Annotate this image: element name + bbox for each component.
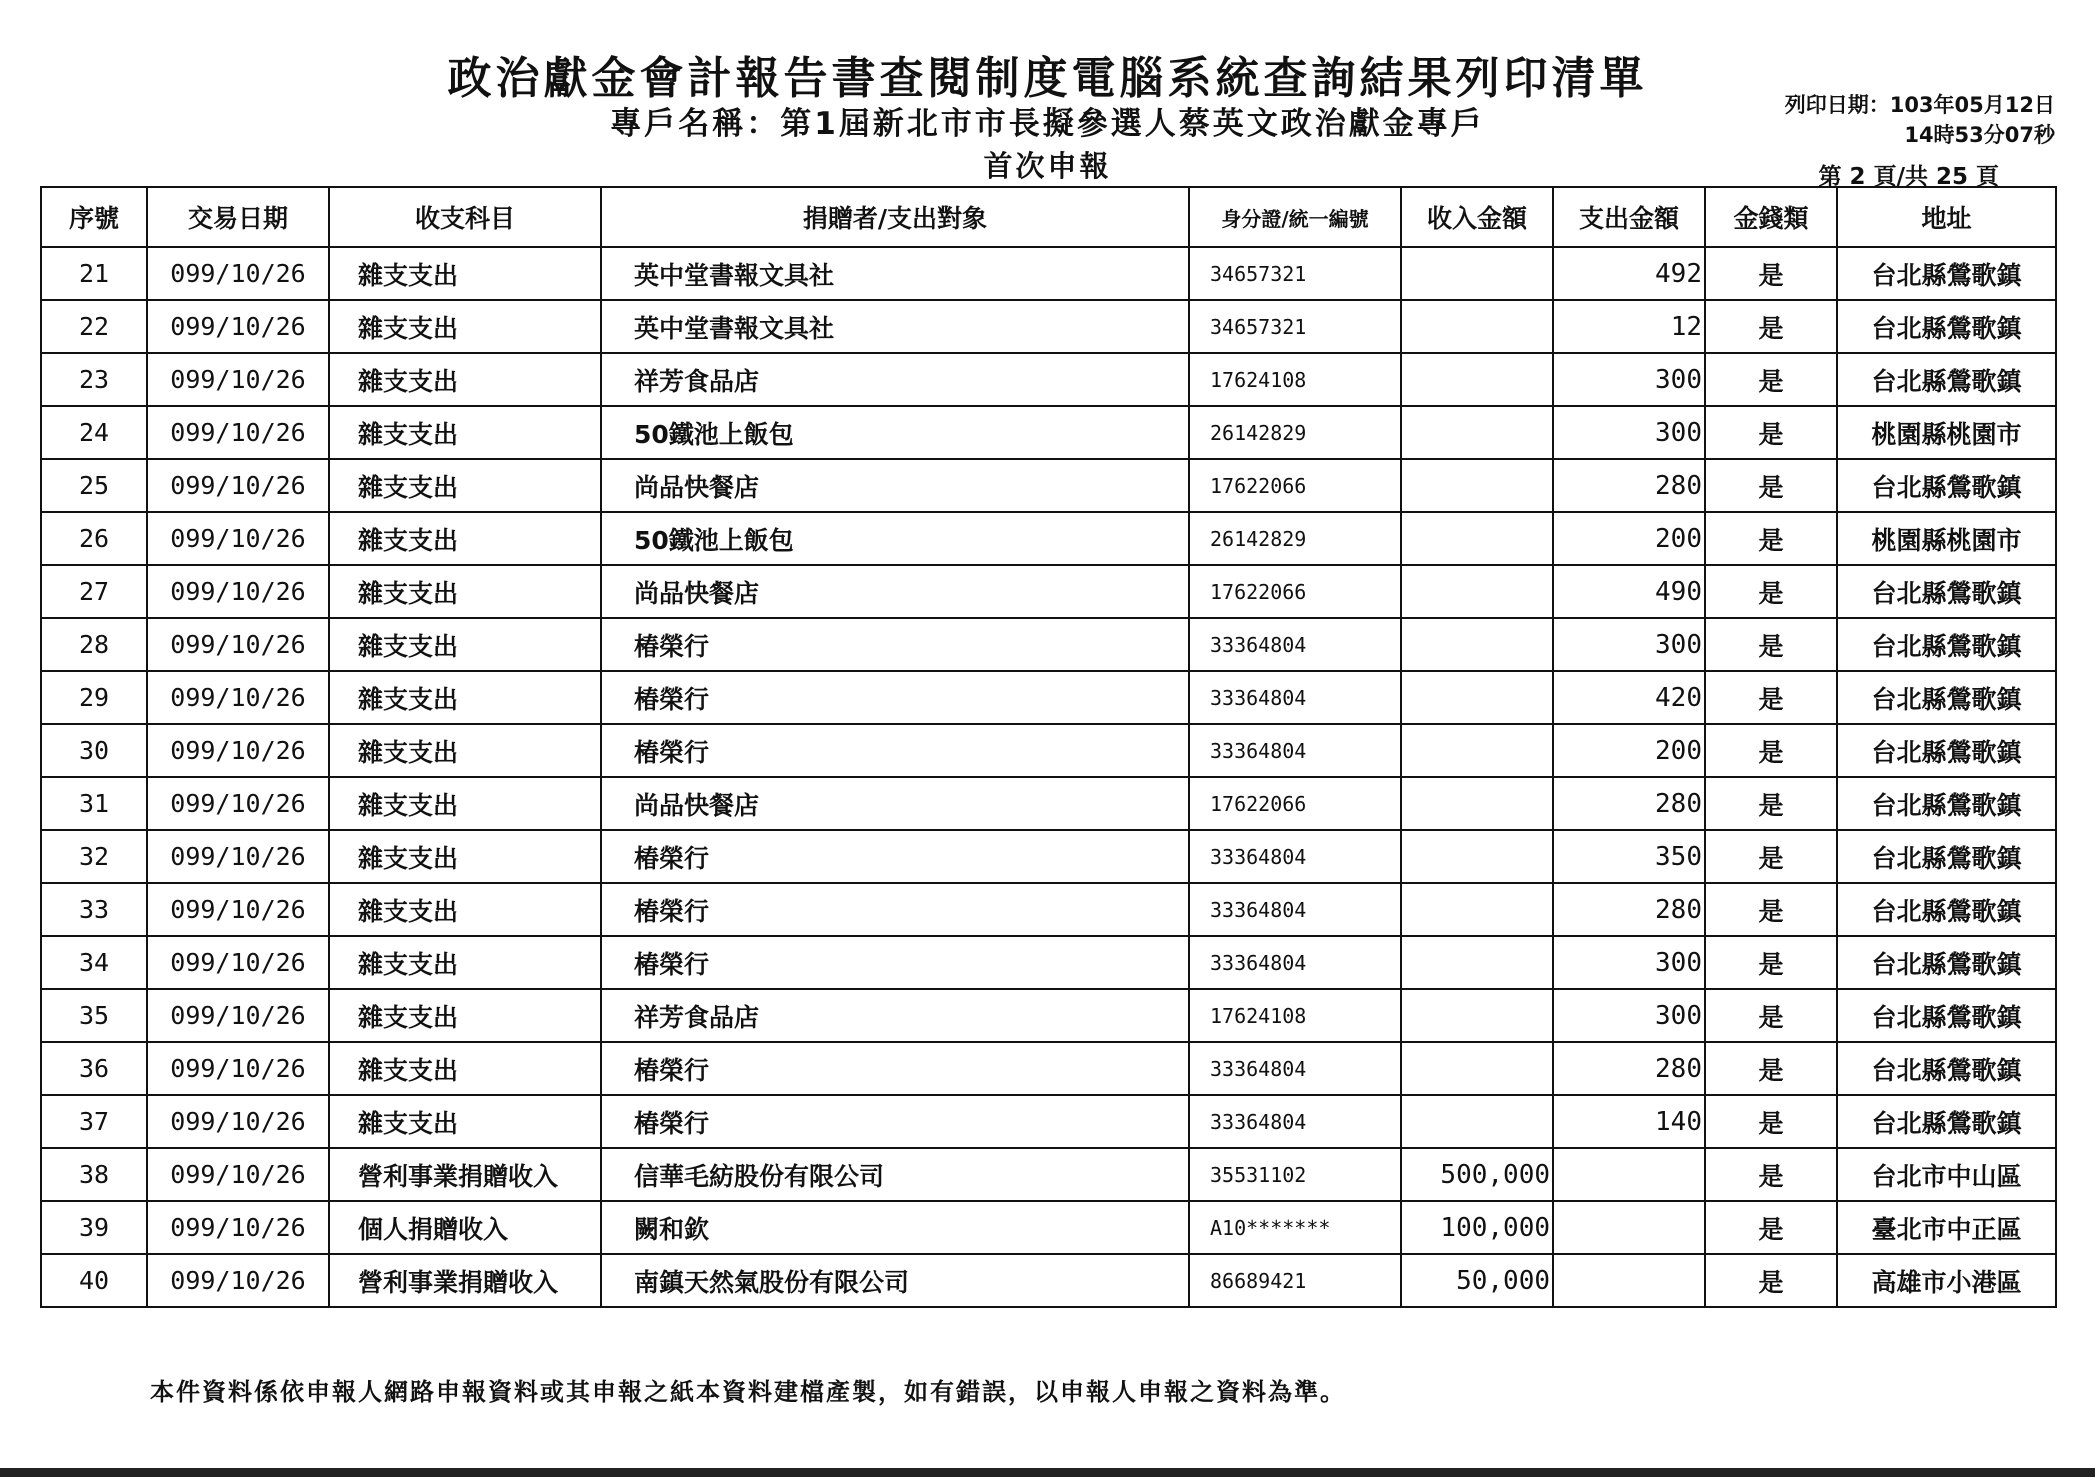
cell-date: 099/10/26 — [147, 1254, 329, 1307]
cell-date: 099/10/26 — [147, 406, 329, 459]
cell-income — [1401, 1095, 1553, 1148]
table-row — [41, 777, 2056, 830]
cell-income — [1401, 1042, 1553, 1095]
cell-id-number: 33364804 — [1189, 724, 1401, 777]
col-header-expense: 支出金額 — [1553, 187, 1705, 247]
cell-income — [1401, 247, 1553, 300]
cell-id-number: 17622066 — [1189, 777, 1401, 830]
cell-seq: 29 — [41, 671, 147, 724]
cell-income — [1401, 512, 1553, 565]
table-row — [41, 353, 2056, 406]
cell-address: 臺北市中正區 — [1837, 1201, 2056, 1254]
cell-category: 個人捐贈收入 — [329, 1201, 601, 1254]
cell-cash-flag: 是 — [1705, 353, 1837, 406]
cell-cash-flag: 是 — [1705, 300, 1837, 353]
cell-seq: 24 — [41, 406, 147, 459]
cell-income — [1401, 565, 1553, 618]
cell-id-number: 33364804 — [1189, 618, 1401, 671]
print-date-line2: 14時53分07秒 — [1904, 123, 2055, 147]
table-row — [41, 1095, 2056, 1148]
cell-cash-flag: 是 — [1705, 406, 1837, 459]
cell-expense: 300 — [1553, 989, 1705, 1042]
table-row — [41, 671, 2056, 724]
cell-seq: 31 — [41, 777, 147, 830]
cell-id-number: 26142829 — [1189, 512, 1401, 565]
cell-expense: 350 — [1553, 830, 1705, 883]
cell-seq: 37 — [41, 1095, 147, 1148]
cell-address: 台北縣鶯歌鎮 — [1837, 724, 2056, 777]
table-row — [41, 724, 2056, 777]
cell-cash-flag: 是 — [1705, 671, 1837, 724]
cell-donor: 椿榮行 — [601, 724, 1189, 777]
cell-expense: 420 — [1553, 671, 1705, 724]
cell-category: 雜支支出 — [329, 565, 601, 618]
cell-date: 099/10/26 — [147, 512, 329, 565]
cell-address: 高雄市小港區 — [1837, 1254, 2056, 1307]
cell-id-number: 33364804 — [1189, 671, 1401, 724]
cell-address: 台北縣鶯歌鎮 — [1837, 936, 2056, 989]
cell-category: 雜支支出 — [329, 883, 601, 936]
col-header-income: 收入金額 — [1401, 187, 1553, 247]
col-header-date: 交易日期 — [147, 187, 329, 247]
cell-category: 雜支支出 — [329, 512, 601, 565]
cell-id-number: 17624108 — [1189, 989, 1401, 1042]
cell-donor: 尚品快餐店 — [601, 459, 1189, 512]
col-header-id: 身分證/統一編號 — [1189, 187, 1401, 247]
cell-date: 099/10/26 — [147, 883, 329, 936]
cell-income — [1401, 989, 1553, 1042]
cell-category: 營利事業捐贈收入 — [329, 1254, 601, 1307]
cell-donor: 椿榮行 — [601, 883, 1189, 936]
cell-date: 099/10/26 — [147, 777, 329, 830]
cell-address: 台北縣鶯歌鎮 — [1837, 618, 2056, 671]
cell-date: 099/10/26 — [147, 671, 329, 724]
cell-id-number: A10******* — [1189, 1201, 1401, 1254]
cell-address: 台北縣鶯歌鎮 — [1837, 989, 2056, 1042]
cell-address: 桃園縣桃園市 — [1837, 406, 2056, 459]
cell-donor: 信華毛紡股份有限公司 — [601, 1148, 1189, 1201]
cell-seq: 35 — [41, 989, 147, 1042]
cell-category: 雜支支出 — [329, 353, 601, 406]
cell-income — [1401, 353, 1553, 406]
cell-id-number: 34657321 — [1189, 300, 1401, 353]
cell-seq: 23 — [41, 353, 147, 406]
cell-expense: 200 — [1553, 724, 1705, 777]
cell-category: 雜支支出 — [329, 247, 601, 300]
cell-id-number: 17624108 — [1189, 353, 1401, 406]
cell-expense: 300 — [1553, 353, 1705, 406]
cell-address: 台北縣鶯歌鎮 — [1837, 671, 2056, 724]
cell-id-number: 33364804 — [1189, 883, 1401, 936]
cell-address: 台北縣鶯歌鎮 — [1837, 353, 2056, 406]
cell-address: 台北縣鶯歌鎮 — [1837, 459, 2056, 512]
cell-donor: 英中堂書報文具社 — [601, 300, 1189, 353]
cell-id-number: 17622066 — [1189, 459, 1401, 512]
cell-expense: 140 — [1553, 1095, 1705, 1148]
cell-id-number: 33364804 — [1189, 936, 1401, 989]
cell-address: 台北縣鶯歌鎮 — [1837, 830, 2056, 883]
cell-expense: 300 — [1553, 406, 1705, 459]
cell-date: 099/10/26 — [147, 936, 329, 989]
col-header-cash: 金錢類 — [1705, 187, 1837, 247]
cell-date: 099/10/26 — [147, 300, 329, 353]
cell-expense: 200 — [1553, 512, 1705, 565]
cell-expense: 490 — [1553, 565, 1705, 618]
cell-income — [1401, 883, 1553, 936]
cell-id-number: 33364804 — [1189, 830, 1401, 883]
cell-cash-flag: 是 — [1705, 1201, 1837, 1254]
cell-category: 雜支支出 — [329, 936, 601, 989]
cell-expense — [1553, 1148, 1705, 1201]
cell-donor: 椿榮行 — [601, 830, 1189, 883]
cell-cash-flag: 是 — [1705, 883, 1837, 936]
table-row — [41, 1254, 2056, 1307]
cell-seq: 36 — [41, 1042, 147, 1095]
account-name: 專戶名稱：第1屆新北市市長擬參選人蔡英文政治獻金專戶 — [610, 106, 1485, 142]
cell-donor: 50鐵池上飯包 — [601, 512, 1189, 565]
page-info: 第 2 頁/共 25 頁 — [1818, 164, 1999, 190]
scan-edge — [0, 1468, 2095, 1477]
cell-address: 台北縣鶯歌鎮 — [1837, 1042, 2056, 1095]
cell-category: 雜支支出 — [329, 1095, 601, 1148]
cell-category: 雜支支出 — [329, 989, 601, 1042]
table-row — [41, 1148, 2056, 1201]
cell-address: 桃園縣桃園市 — [1837, 512, 2056, 565]
cell-id-number: 35531102 — [1189, 1148, 1401, 1201]
cell-category: 雜支支出 — [329, 830, 601, 883]
cell-income — [1401, 671, 1553, 724]
records-table — [40, 186, 2057, 1308]
cell-seq: 30 — [41, 724, 147, 777]
col-header-donor: 捐贈者/支出對象 — [601, 187, 1189, 247]
cell-donor: 椿榮行 — [601, 936, 1189, 989]
cell-date: 099/10/26 — [147, 1148, 329, 1201]
table-row — [41, 883, 2056, 936]
cell-id-number: 33364804 — [1189, 1042, 1401, 1095]
cell-id-number: 26142829 — [1189, 406, 1401, 459]
cell-cash-flag: 是 — [1705, 936, 1837, 989]
table-row — [41, 300, 2056, 353]
cell-donor: 南鎮天然氣股份有限公司 — [601, 1254, 1189, 1307]
cell-expense: 300 — [1553, 936, 1705, 989]
cell-category: 雜支支出 — [329, 618, 601, 671]
cell-address: 台北縣鶯歌鎮 — [1837, 1095, 2056, 1148]
cell-donor: 椿榮行 — [601, 1095, 1189, 1148]
cell-donor: 尚品快餐店 — [601, 565, 1189, 618]
cell-expense: 280 — [1553, 459, 1705, 512]
cell-category: 雜支支出 — [329, 300, 601, 353]
cell-id-number: 86689421 — [1189, 1254, 1401, 1307]
cell-date: 099/10/26 — [147, 353, 329, 406]
table-row — [41, 936, 2056, 989]
cell-address: 台北縣鶯歌鎮 — [1837, 300, 2056, 353]
cell-expense: 300 — [1553, 618, 1705, 671]
cell-seq: 39 — [41, 1201, 147, 1254]
table-row — [41, 459, 2056, 512]
cell-date: 099/10/26 — [147, 1095, 329, 1148]
col-header-address: 地址 — [1837, 187, 2056, 247]
cell-donor: 英中堂書報文具社 — [601, 247, 1189, 300]
cell-date: 099/10/26 — [147, 565, 329, 618]
cell-cash-flag: 是 — [1705, 724, 1837, 777]
print-date-line1: 列印日期：103年05月12日 — [1784, 93, 2055, 117]
cell-income — [1401, 777, 1553, 830]
cell-cash-flag: 是 — [1705, 459, 1837, 512]
cell-cash-flag: 是 — [1705, 989, 1837, 1042]
cell-seq: 25 — [41, 459, 147, 512]
cell-cash-flag: 是 — [1705, 777, 1837, 830]
report-type: 首次申報 — [983, 149, 1112, 183]
col-header-category: 收支科目 — [329, 187, 601, 247]
table-row — [41, 1201, 2056, 1254]
cell-donor: 祥芳食品店 — [601, 989, 1189, 1042]
cell-expense — [1553, 1201, 1705, 1254]
cell-cash-flag: 是 — [1705, 512, 1837, 565]
cell-donor: 椿榮行 — [601, 1042, 1189, 1095]
cell-cash-flag: 是 — [1705, 1095, 1837, 1148]
cell-seq: 40 — [41, 1254, 147, 1307]
table-row — [41, 565, 2056, 618]
col-header-seq: 序號 — [41, 187, 147, 247]
cell-category: 雜支支出 — [329, 459, 601, 512]
cell-cash-flag: 是 — [1705, 1148, 1837, 1201]
cell-address: 台北縣鶯歌鎮 — [1837, 777, 2056, 830]
cell-date: 099/10/26 — [147, 830, 329, 883]
cell-income — [1401, 618, 1553, 671]
cell-donor: 尚品快餐店 — [601, 777, 1189, 830]
cell-income: 50,000 — [1401, 1254, 1553, 1307]
cell-donor: 椿榮行 — [601, 618, 1189, 671]
cell-category: 雜支支出 — [329, 1042, 601, 1095]
cell-date: 099/10/26 — [147, 247, 329, 300]
cell-income — [1401, 459, 1553, 512]
cell-id-number: 33364804 — [1189, 1095, 1401, 1148]
cell-expense: 12 — [1553, 300, 1705, 353]
cell-category: 雜支支出 — [329, 406, 601, 459]
cell-donor: 椿榮行 — [601, 671, 1189, 724]
cell-date: 099/10/26 — [147, 989, 329, 1042]
cell-income — [1401, 300, 1553, 353]
cell-expense: 280 — [1553, 883, 1705, 936]
table-row — [41, 247, 2056, 300]
cell-seq: 38 — [41, 1148, 147, 1201]
cell-seq: 33 — [41, 883, 147, 936]
cell-category: 營利事業捐贈收入 — [329, 1148, 601, 1201]
cell-address: 台北縣鶯歌鎮 — [1837, 883, 2056, 936]
cell-expense: 280 — [1553, 777, 1705, 830]
cell-address: 台北市中山區 — [1837, 1148, 2056, 1201]
cell-category: 雜支支出 — [329, 671, 601, 724]
cell-category: 雜支支出 — [329, 724, 601, 777]
cell-income — [1401, 936, 1553, 989]
cell-date: 099/10/26 — [147, 724, 329, 777]
cell-income — [1401, 406, 1553, 459]
cell-cash-flag: 是 — [1705, 830, 1837, 883]
cell-expense: 280 — [1553, 1042, 1705, 1095]
table-header-row — [41, 187, 2056, 247]
cell-seq: 22 — [41, 300, 147, 353]
cell-cash-flag: 是 — [1705, 618, 1837, 671]
cell-income — [1401, 830, 1553, 883]
table-row — [41, 512, 2056, 565]
cell-id-number: 34657321 — [1189, 247, 1401, 300]
cell-cash-flag: 是 — [1705, 565, 1837, 618]
footer-note: 本件資料係依申報人網路申報資料或其申報之紙本資料建檔產製，如有錯誤，以申報人申報之資料為準。 — [150, 1378, 1346, 1406]
cell-cash-flag: 是 — [1705, 1254, 1837, 1307]
cell-seq: 21 — [41, 247, 147, 300]
page-title: 政治獻金會計報告書查閱制度電腦系統查詢結果列印清單 — [447, 53, 1648, 104]
table-row — [41, 830, 2056, 883]
cell-address: 台北縣鶯歌鎮 — [1837, 565, 2056, 618]
cell-id-number: 17622066 — [1189, 565, 1401, 618]
cell-seq: 26 — [41, 512, 147, 565]
table-row — [41, 1042, 2056, 1095]
cell-donor: 50鐵池上飯包 — [601, 406, 1189, 459]
cell-expense — [1553, 1254, 1705, 1307]
table-row — [41, 618, 2056, 671]
cell-date: 099/10/26 — [147, 618, 329, 671]
cell-seq: 27 — [41, 565, 147, 618]
table-row — [41, 989, 2056, 1042]
cell-seq: 28 — [41, 618, 147, 671]
cell-date: 099/10/26 — [147, 1201, 329, 1254]
cell-expense: 492 — [1553, 247, 1705, 300]
table-row — [41, 406, 2056, 459]
cell-seq: 32 — [41, 830, 147, 883]
cell-cash-flag: 是 — [1705, 1042, 1837, 1095]
cell-category: 雜支支出 — [329, 777, 601, 830]
print-date — [1785, 90, 2055, 150]
cell-income — [1401, 724, 1553, 777]
cell-address: 台北縣鶯歌鎮 — [1837, 247, 2056, 300]
cell-date: 099/10/26 — [147, 459, 329, 512]
cell-cash-flag: 是 — [1705, 247, 1837, 300]
cell-donor: 闕和欽 — [601, 1201, 1189, 1254]
cell-income: 500,000 — [1401, 1148, 1553, 1201]
cell-seq: 34 — [41, 936, 147, 989]
cell-date: 099/10/26 — [147, 1042, 329, 1095]
cell-donor: 祥芳食品店 — [601, 353, 1189, 406]
cell-income: 100,000 — [1401, 1201, 1553, 1254]
